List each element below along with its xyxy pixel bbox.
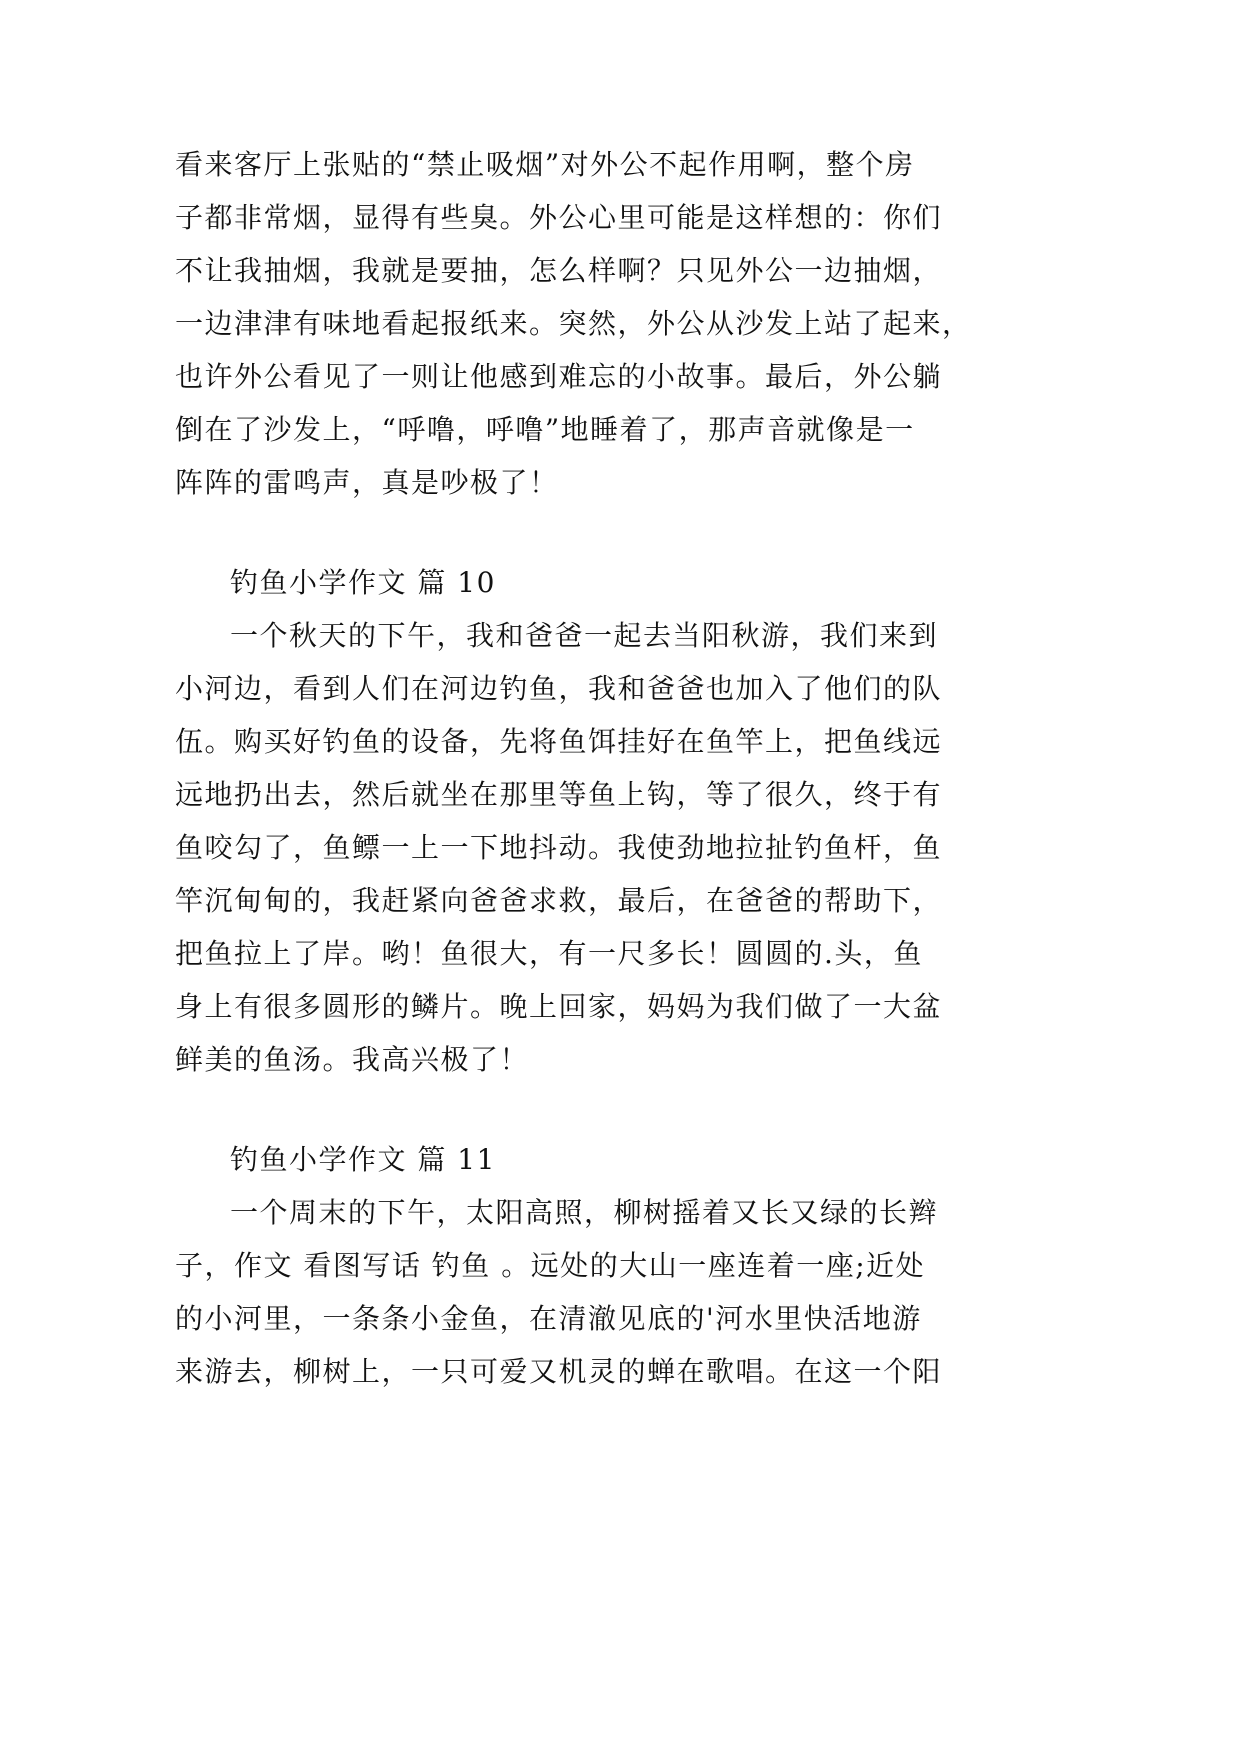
- text-line: 伍。购买好钓鱼的设备，先将鱼饵挂好在鱼竿上，把鱼线远: [175, 725, 943, 758]
- text-line: 也许外公看见了一则让他感到难忘的小故事。最后，外公躺: [175, 360, 943, 393]
- text-line: 子都非常烟，显得有些臭。外公心里可能是这样想的：你们: [175, 201, 943, 234]
- text-line: 一个周末的下午，太阳高照，柳树摇着又长又绿的长辫: [230, 1196, 939, 1229]
- text-line: 倒在了沙发上，“呼噜，呼噜”地睡着了，那声音就像是一: [175, 413, 915, 446]
- text-line: 鲜美的鱼汤。我高兴极了！: [175, 1043, 530, 1076]
- text-line: 来游去，柳树上，一只可爱又机灵的蝉在歌唱。在这一个阳: [175, 1355, 943, 1388]
- text-line: 看来客厅上张贴的“禁止吸烟”对外公不起作用啊，整个房: [175, 148, 915, 181]
- text-line: 身上有很多圆形的鳞片。晚上回家，妈妈为我们做了一大盆: [175, 990, 943, 1023]
- text-line: 一个秋天的下午，我和爸爸一起去当阳秋游，我们来到: [230, 619, 939, 652]
- text-line: 竿沉甸甸的，我赶紧向爸爸求救，最后，在爸爸的帮助下，: [175, 884, 943, 917]
- section-11-paragraph: [175, 1186, 975, 1398]
- section-heading-11: 钓鱼小学作文 篇 11: [230, 1143, 496, 1176]
- text-line: 鱼咬勾了，鱼鳔一上一下地抖动。我使劲地拉扯钓鱼杆，鱼: [175, 831, 943, 864]
- section-heading-10: 钓鱼小学作文 篇 10: [230, 566, 496, 599]
- text-line: 远地扔出去，然后就坐在那里等鱼上钩，等了很久，终于有: [175, 778, 943, 811]
- text-line: 阵阵的雷鸣声，真是吵极了！: [175, 466, 559, 499]
- text-line: 把鱼拉上了岸。哟！鱼很大，有一尺多长！圆圆的.头，鱼: [175, 937, 923, 970]
- text-line: 小河边，看到人们在河边钓鱼，我和爸爸也加入了他们的队: [175, 672, 943, 705]
- continued-paragraph: [175, 138, 975, 509]
- essay-text: [175, 138, 975, 1398]
- text-line: 一边津津有味地看起报纸来。突然，外公从沙发上站了起来，: [175, 307, 972, 340]
- section-10-paragraph: [175, 609, 975, 1086]
- text-line: 子，作文 看图写话 钓鱼 。远处的大山一座连着一座;近处: [175, 1249, 926, 1282]
- text-line: 不让我抽烟，我就是要抽，怎么样啊？只见外公一边抽烟，: [175, 254, 943, 287]
- text-line: 的小河里，一条条小金鱼，在清澈见底的'河水里快活地游: [175, 1302, 922, 1335]
